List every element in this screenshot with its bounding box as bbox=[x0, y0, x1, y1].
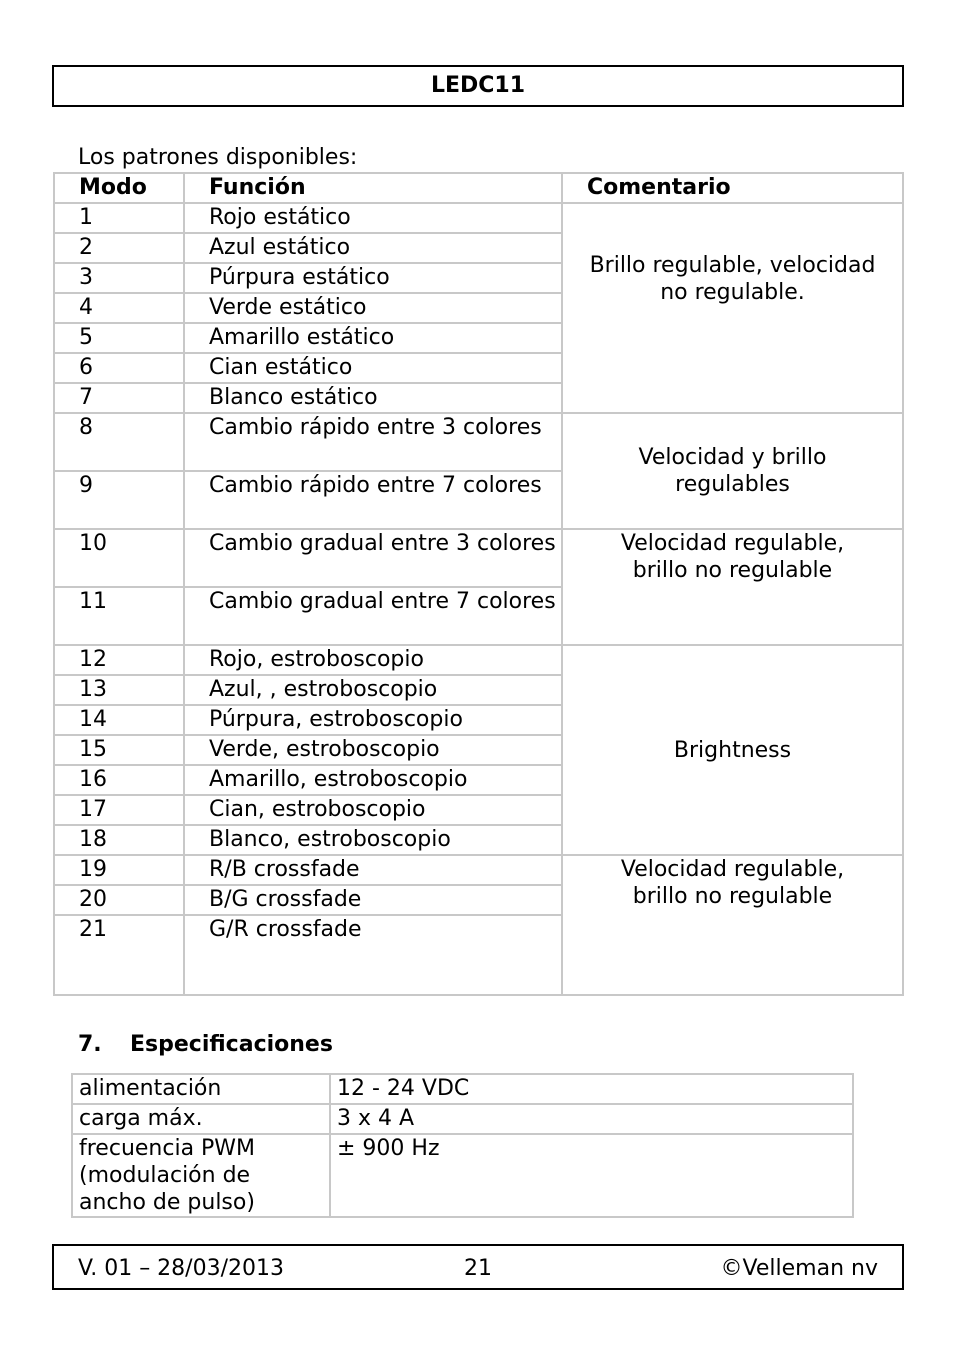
page-header bbox=[52, 65, 904, 107]
function-cell: Púrpura estático bbox=[184, 263, 562, 293]
page-footer bbox=[52, 1244, 904, 1290]
table-row bbox=[72, 1104, 853, 1134]
mode-cell: 7 bbox=[54, 383, 184, 413]
section-heading bbox=[78, 1032, 333, 1057]
header-mode: Modo bbox=[54, 173, 184, 203]
function-cell: Verde, estroboscopio bbox=[184, 735, 562, 765]
function-cell: Cambio gradual entre 3 colores bbox=[184, 529, 562, 587]
header-title: LEDC11 bbox=[430, 73, 526, 98]
comment-cell: Velocidad y brillo regulables bbox=[562, 413, 903, 529]
mode-cell: 19 bbox=[54, 855, 184, 885]
function-cell: Cambio rápido entre 3 colores bbox=[184, 413, 562, 471]
function-cell: Amarillo, estroboscopio bbox=[184, 765, 562, 795]
function-cell: Azul estático bbox=[184, 233, 562, 263]
header-function: Función bbox=[184, 173, 562, 203]
spec-value: 3 x 4 A bbox=[330, 1104, 853, 1134]
function-cell: Blanco, estroboscopio bbox=[184, 825, 562, 855]
mode-cell: 5 bbox=[54, 323, 184, 353]
function-cell: Rojo, estroboscopio bbox=[184, 645, 562, 675]
function-cell: Cian estático bbox=[184, 353, 562, 383]
spec-label: frecuencia PWM (modulación de ancho de pulso) bbox=[72, 1134, 330, 1217]
mode-cell: 8 bbox=[54, 413, 184, 471]
mode-cell: 11 bbox=[54, 587, 184, 645]
mode-cell: 15 bbox=[54, 735, 184, 765]
mode-cell: 1 bbox=[54, 203, 184, 233]
function-cell: Cian, estroboscopio bbox=[184, 795, 562, 825]
spec-label: alimentación bbox=[72, 1074, 330, 1104]
comment-cell: Brillo regulable, velocidad no regulable. bbox=[562, 203, 903, 413]
header-comment: Comentario bbox=[562, 173, 903, 203]
footer-version: V. 01 – 28/03/2013 bbox=[78, 1256, 284, 1281]
spec-value: ± 900 Hz bbox=[330, 1134, 853, 1217]
section-number: 7. bbox=[78, 1032, 102, 1057]
function-cell: R/B crossfade bbox=[184, 855, 562, 885]
mode-cell: 14 bbox=[54, 705, 184, 735]
spec-value: 12 - 24 VDC bbox=[330, 1074, 853, 1104]
function-cell: Cambio gradual entre 7 colores bbox=[184, 587, 562, 645]
function-cell: Rojo estático bbox=[184, 203, 562, 233]
function-cell: Amarillo estático bbox=[184, 323, 562, 353]
section-title: Especificaciones bbox=[130, 1032, 333, 1057]
function-cell: Púrpura, estroboscopio bbox=[184, 705, 562, 735]
mode-cell: 18 bbox=[54, 825, 184, 855]
comment-cell: Velocidad regulable, brillo no regulable bbox=[562, 529, 903, 645]
mode-cell: 2 bbox=[54, 233, 184, 263]
mode-cell: 9 bbox=[54, 471, 184, 529]
intro-text: Los patrones disponibles: bbox=[78, 145, 358, 170]
mode-cell: 4 bbox=[54, 293, 184, 323]
function-cell: Cambio rápido entre 7 colores bbox=[184, 471, 562, 529]
mode-cell: 16 bbox=[54, 765, 184, 795]
footer-page-number: 21 bbox=[464, 1256, 492, 1281]
patterns-table bbox=[53, 172, 904, 996]
spec-label: carga máx. bbox=[72, 1104, 330, 1134]
table-row bbox=[54, 645, 903, 675]
footer-copyright: ©Velleman nv bbox=[720, 1256, 878, 1281]
table-row bbox=[54, 529, 903, 587]
table-header-row bbox=[54, 173, 903, 203]
mode-cell: 3 bbox=[54, 263, 184, 293]
function-cell: G/R crossfade bbox=[184, 915, 562, 995]
table-row bbox=[54, 203, 903, 233]
comment-cell: Brightness bbox=[562, 645, 903, 855]
function-cell: Verde estático bbox=[184, 293, 562, 323]
mode-cell: 6 bbox=[54, 353, 184, 383]
mode-cell: 12 bbox=[54, 645, 184, 675]
function-cell: Azul, , estroboscopio bbox=[184, 675, 562, 705]
mode-cell: 13 bbox=[54, 675, 184, 705]
table-row bbox=[54, 413, 903, 471]
specs-table bbox=[71, 1073, 854, 1218]
mode-cell: 20 bbox=[54, 885, 184, 915]
function-cell: Blanco estático bbox=[184, 383, 562, 413]
comment-cell: Velocidad regulable, brillo no regulable bbox=[562, 855, 903, 995]
mode-cell: 17 bbox=[54, 795, 184, 825]
table-row bbox=[54, 855, 903, 885]
table-row bbox=[72, 1074, 853, 1104]
function-cell: B/G crossfade bbox=[184, 885, 562, 915]
table-row bbox=[72, 1134, 853, 1217]
mode-cell: 10 bbox=[54, 529, 184, 587]
mode-cell: 21 bbox=[54, 915, 184, 995]
